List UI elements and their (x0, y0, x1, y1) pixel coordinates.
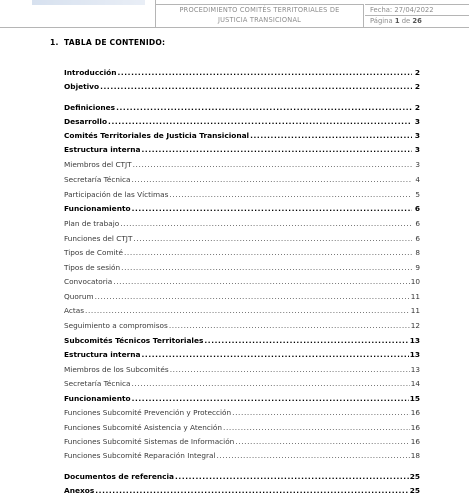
toc-entry-label: Participación de las Víctimas (64, 190, 169, 199)
toc-heading (50, 38, 165, 47)
toc-entry-label: Plan de trabajo (64, 219, 120, 228)
toc-entry-label: Definiciones (64, 103, 116, 112)
header-meta (365, 0, 469, 27)
toc-entry[interactable] (64, 219, 420, 229)
toc-dot-leader (117, 68, 412, 78)
toc-entry-label: Quorum (64, 292, 94, 301)
header-logo-cell (0, 0, 156, 27)
toc-entry-page: 25 (409, 472, 420, 481)
toc-entry-page: 3 (414, 131, 420, 140)
page-prefix: Página (370, 17, 393, 25)
toc-entry[interactable] (64, 131, 420, 141)
toc-entry-page: 2 (414, 82, 420, 91)
toc-heading-text: TABLA DE CONTENIDO: (64, 38, 166, 47)
toc-entry-page: 3 (414, 117, 420, 126)
toc-dot-leader (132, 204, 412, 214)
toc-entry[interactable] (64, 394, 420, 404)
header-page-number (365, 16, 469, 27)
header-logo-image (32, 0, 145, 5)
toc-entry[interactable] (64, 472, 420, 482)
header-date: Fecha: 27/04/2022 (365, 5, 469, 16)
toc-entry[interactable] (64, 277, 420, 287)
toc-entry[interactable] (64, 292, 420, 302)
toc-entry-page: 3 (414, 145, 420, 154)
toc-entry-page: 18 (410, 451, 420, 460)
toc-entry-label: Miembros de los Subcomités (64, 365, 169, 374)
toc-entry-label: Convocatoria (64, 277, 113, 286)
toc-dot-leader (120, 219, 412, 229)
toc-entry-label: Documentos de referencia (64, 472, 174, 481)
toc-dot-leader (116, 103, 412, 113)
toc-entry-label: Comités Territoriales de Justicia Transicional (64, 131, 250, 140)
toc-entry[interactable] (64, 379, 420, 389)
toc-dot-leader (124, 248, 412, 258)
toc-entry-page: 14 (410, 379, 420, 388)
toc-dot-leader (170, 365, 410, 375)
toc-entry[interactable] (64, 82, 420, 92)
toc-entry-page: 3 (415, 160, 420, 169)
toc-entry-label: Desarrollo (64, 117, 108, 126)
toc-dot-leader (204, 336, 408, 346)
toc-entry-page: 16 (410, 408, 420, 417)
toc-entry-page: 16 (410, 423, 420, 432)
toc-entry-label: Introducción (64, 68, 117, 77)
toc-entry-label: Funciones Subcomité Asistencia y Atención (64, 423, 222, 432)
toc-entry-page: 4 (415, 175, 420, 184)
toc-entry-page: 6 (415, 234, 420, 243)
toc-entry-label: Tipos de sesión (64, 263, 121, 272)
header-title (156, 4, 364, 27)
toc-entry-label: Funciones Subcomité Sistemas de Información (64, 437, 235, 446)
toc-entry[interactable] (64, 204, 420, 214)
toc-entry-page: 5 (415, 190, 420, 199)
toc-dot-leader (133, 234, 412, 244)
toc-entry-label: Funciones Subcomité Prevención y Protección (64, 408, 232, 417)
toc-dot-leader (232, 408, 410, 418)
toc-entry[interactable] (64, 248, 420, 258)
header-title-line1: PROCEDIMIENTO COMITÉS TERRITORIALES DE (179, 6, 340, 14)
toc-entry-page: 6 (414, 204, 420, 213)
header-title-line2: JUSTICIA TRANSICIONAL (217, 15, 302, 24)
toc-entry-label: Estructura interna (64, 350, 141, 359)
toc-entry[interactable] (64, 365, 420, 375)
toc-entry-page: 25 (409, 486, 420, 495)
toc-entry[interactable] (64, 451, 420, 461)
toc-entry-label: Subcomités Técnicos Territoriales (64, 336, 204, 345)
toc-entry[interactable] (64, 234, 420, 244)
toc-dot-leader (133, 160, 412, 170)
toc-entry-page: 9 (415, 263, 420, 272)
toc-entry[interactable] (64, 350, 420, 360)
toc-entry-label: Seguimiento a compromisos (64, 321, 168, 330)
toc-entry[interactable] (64, 263, 420, 273)
toc-dot-leader (113, 277, 409, 287)
toc-dot-leader (131, 379, 409, 389)
toc-entry-label: Actas (64, 306, 85, 315)
toc-entry[interactable] (64, 437, 420, 447)
toc-entry[interactable] (64, 145, 420, 155)
toc-entry[interactable] (64, 103, 420, 113)
toc-entry-page: 13 (409, 336, 420, 345)
toc-dot-leader (100, 82, 412, 92)
toc-entry-label: Funcionamiento (64, 394, 131, 403)
toc-entry-label: Estructura interna (64, 145, 141, 154)
toc-entry[interactable] (64, 68, 420, 78)
toc-dot-leader (108, 117, 412, 127)
toc-entry-page: 13 (409, 350, 420, 359)
toc-dot-leader (169, 190, 412, 200)
toc-dot-leader (216, 451, 409, 461)
toc-entry[interactable] (64, 336, 420, 346)
toc-entry[interactable] (64, 117, 420, 127)
toc-entry-page: 6 (415, 219, 420, 228)
toc-dot-leader (175, 472, 409, 482)
toc-entry-page: 13 (410, 365, 420, 374)
toc-entry-label: Miembros del CTJT (64, 160, 132, 169)
toc-entry[interactable] (64, 408, 420, 418)
header-divider (0, 27, 469, 28)
toc-entry-label: Funciones Subcomité Reparación Integral (64, 451, 216, 460)
page-current: 1 (394, 17, 400, 25)
toc-entry-page: 2 (414, 68, 420, 77)
toc-entry[interactable] (64, 160, 420, 170)
toc-entry-page: 2 (414, 103, 420, 112)
toc-entry-label: Anexos (64, 486, 95, 495)
toc-heading-number: 1. (50, 38, 59, 47)
toc-entry-label: Tipos de Comité (64, 248, 123, 257)
toc-entry-page: 16 (410, 437, 420, 446)
toc-entry[interactable] (64, 423, 420, 433)
toc-dot-leader (95, 292, 410, 302)
document-header (0, 0, 469, 27)
toc-entry[interactable] (64, 321, 420, 331)
toc-entry-page: 12 (410, 321, 420, 330)
toc-dot-leader (169, 321, 410, 331)
page-total: 26 (412, 17, 422, 25)
toc-dot-leader (142, 145, 412, 155)
toc-dot-leader (142, 350, 409, 360)
toc-entry[interactable] (64, 190, 420, 200)
toc-entry-label: Secretaría Técnica (64, 175, 131, 184)
toc-entry[interactable] (64, 306, 420, 316)
toc-entry-label: Funciones del CTJT (64, 234, 133, 243)
toc-dot-leader (121, 263, 412, 273)
toc-entry-label: Secretaría Técnica (64, 379, 131, 388)
toc-entry-page: 11 (410, 292, 420, 301)
toc-dot-leader (95, 486, 408, 496)
toc-dot-leader (235, 437, 409, 447)
toc-entry[interactable] (64, 486, 420, 496)
toc-dot-leader (250, 131, 412, 141)
toc-dot-leader (85, 306, 410, 316)
toc-entry-label: Objetivo (64, 82, 100, 91)
toc-entry[interactable] (64, 175, 420, 185)
toc-entry-page: 10 (410, 277, 420, 286)
toc-entry-label: Funcionamiento (64, 204, 131, 213)
toc-entry-page: 8 (415, 248, 420, 257)
toc-entry-page: 15 (409, 394, 420, 403)
toc-dot-leader (131, 175, 412, 185)
toc-dot-leader (223, 423, 410, 433)
toc-entry-page: 11 (410, 306, 420, 315)
page-sep: de (401, 17, 411, 25)
toc-dot-leader (132, 394, 409, 404)
